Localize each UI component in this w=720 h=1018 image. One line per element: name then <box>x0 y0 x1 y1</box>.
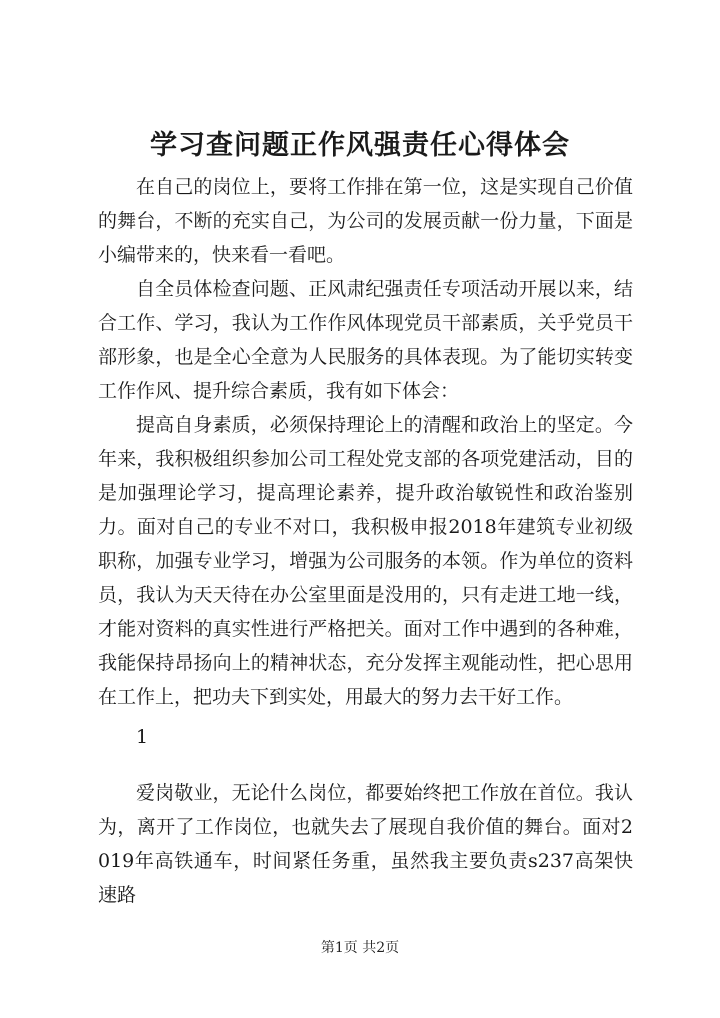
document-body <box>98 170 633 912</box>
paragraph-self-improvement: 提高自身素质，必须保持理论上的清醒和政治上的坚定。今年来，我积极组织参加公司工程处党支部的各项党建活动，目的是加强理论学习，提高理论素养，提升政治敏锐性和政治鉴别力。面对自己的专业不对口，我积极申报2018年建筑专业初级职称，加强专业学习，增强为公司服务的本领。作为单位的资料员，我认为天天待在办公室里面是没用的，只有走进工地一线，才能对资料的真实性进行严格把关。面对工作中遇到的各种难，我能保持昂扬向上的精神状态，充分发挥主观能动性，把心思用在工作上，把功夫下到实处，用最大的努力去干好工作。 <box>98 414 633 708</box>
paragraph-background: 自全员体检查问题、正风肃纪强责任专项活动开展以来，结合工作、学习，我认为工作作风体现党员干部素质，关乎党员干部形象，也是全心全意为人民服务的具体表现。为了能切实转变工作作风、提升综合素质，我有如下体会： <box>98 278 633 402</box>
paragraph-intro: 在自己的岗位上，要将工作排在第一位，这是实现自己价值的舞台，不断的充实自己，为公司的发展贡献一份力量，下面是小编带来的，快来看一看吧。 <box>98 176 633 266</box>
section-number: 1 <box>136 726 149 748</box>
paragraph-dedication: 爱岗敬业，无论什么岗位，都要始终把工作放在首位。我认为，离开了工作岗位，也就失去了展现自我价值的舞台。面对2019年高铁通车，时间紧任务重，虽然我主要负责s237高架快速路 <box>98 782 633 906</box>
page-footer: 第1页 共2页 <box>320 940 400 956</box>
document-title: 学习查问题正作风强责任心得体会 <box>150 130 570 161</box>
